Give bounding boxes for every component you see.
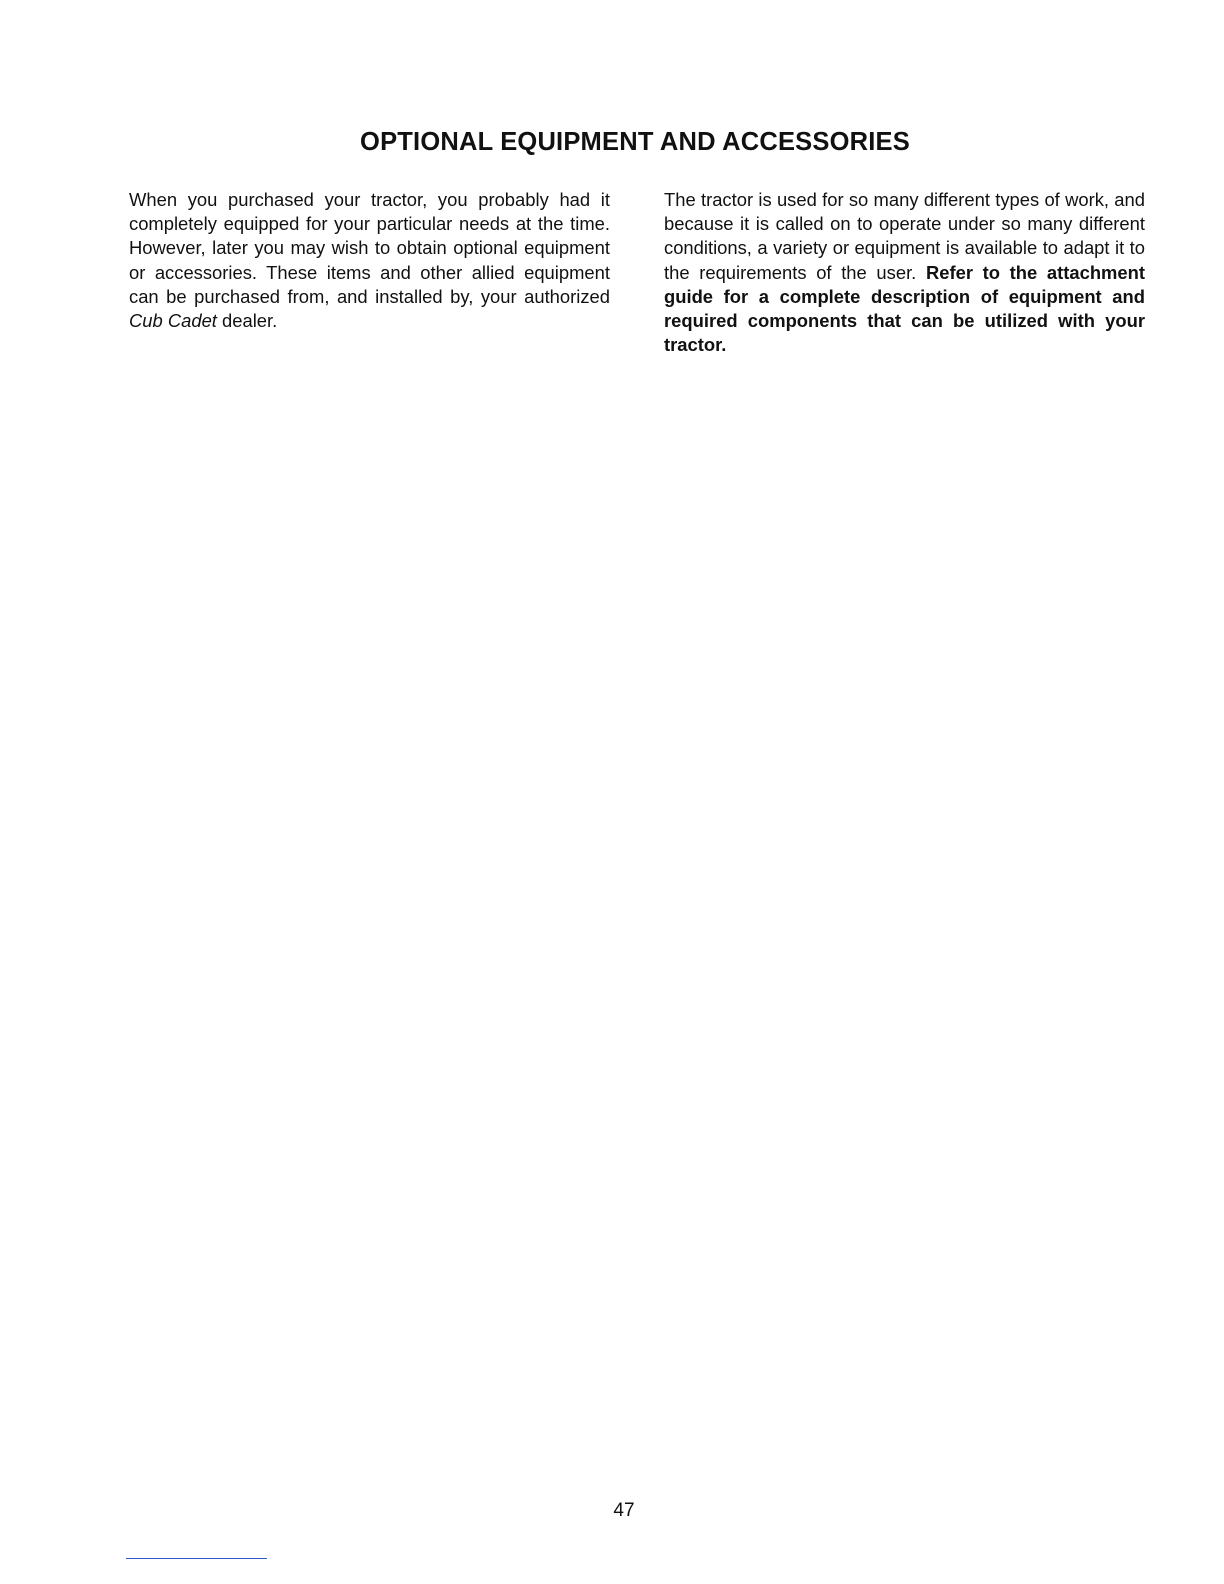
intro-text-end: dealer. <box>216 310 278 332</box>
usage-text: The tractor is used for so many different types of work, and because it is called on to operate under so many different conditions, a variety or equipment is available to adapt it to the requirements of the user. <box>664 189 1145 283</box>
footer-divider <box>126 1558 267 1559</box>
intro-paragraph <box>129 188 610 333</box>
page-title: OPTIONAL EQUIPMENT AND ACCESSORIES <box>360 128 910 156</box>
page-number: 47 <box>613 1500 635 1521</box>
usage-paragraph <box>664 188 1145 357</box>
intro-text: When you purchased your tractor, you probably had it completely equipped for your particular needs at the time. However, later you may wish to obtain optional equipment or accessories. These items and other allied equipment can be purchased from, and installed by, your authorized <box>129 189 610 307</box>
attachment-guide-note: Refer to the attachment guide for a complete description of equipment and required components that can be utilized with your tractor. <box>664 261 1145 356</box>
brand-name: Cub Cadet <box>129 310 217 332</box>
